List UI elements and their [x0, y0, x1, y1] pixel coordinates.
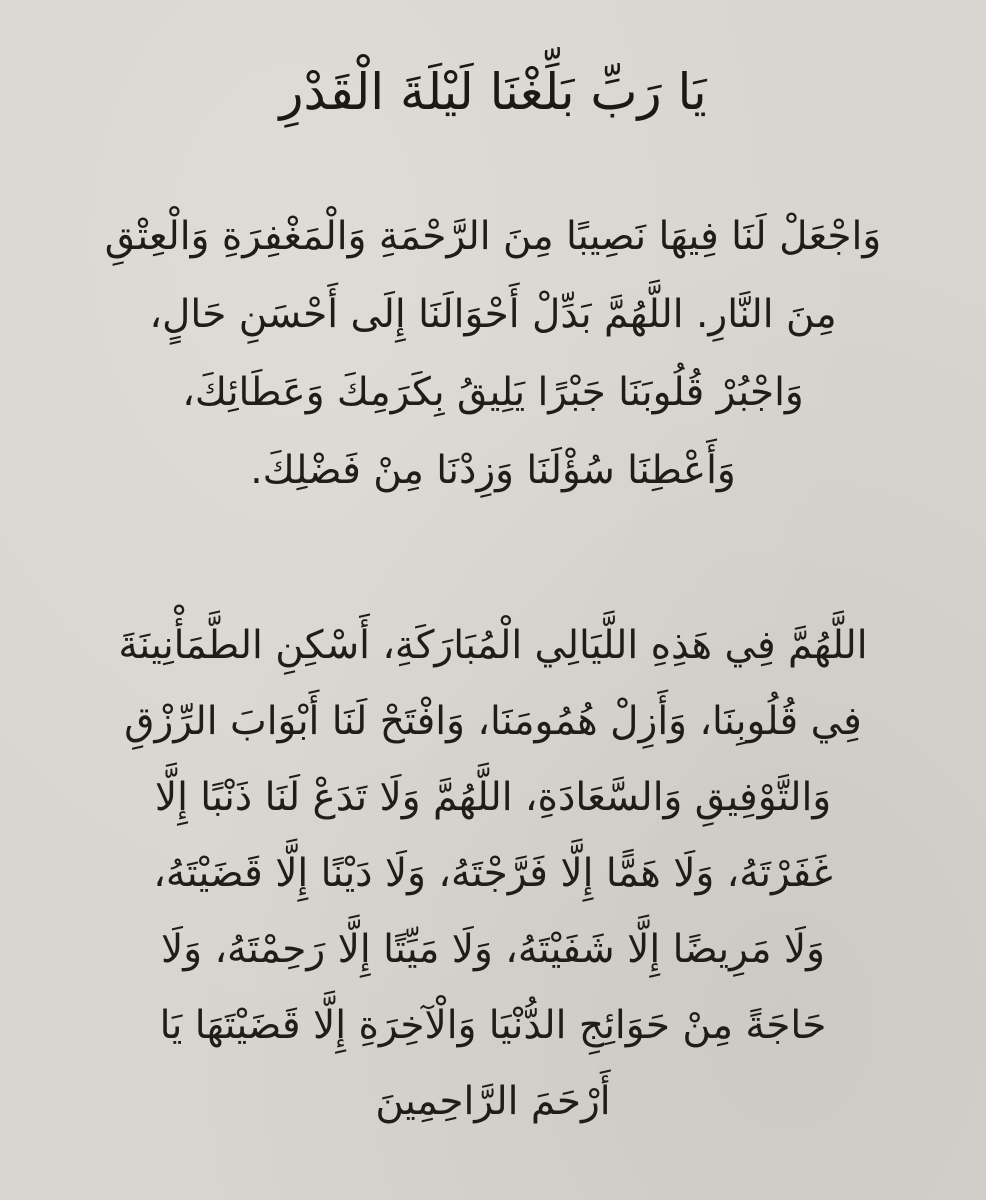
- prayer-paragraph-1: [56, 198, 930, 510]
- page-title: يَا رَبِّ بَلِّغْنَا لَيْلَةَ الْقَدْرِ: [279, 63, 707, 121]
- text-line: وَالتَّوْفِيقِ وَالسَّعَادَةِ، اللَّهُمَّ وَلَا تَدَعْ لَنَا ذَنْبًا إِلَّا: [154, 775, 832, 820]
- text-line: غَفَرْتَهُ، وَلَا هَمًّا إِلَّا فَرَّجْتَهُ، وَلَا دَيْنًا إِلَّا قَضَيْتَهُ،: [153, 851, 833, 896]
- text-line: وَاجْبُرْ قُلُوبَنَا جَبْرًا يَلِيقُ بِكَرَمِكَ وَعَطَائِكَ،: [182, 370, 804, 415]
- text-line: فِي قُلُوبِنَا، وَأَزِلْ هُمُومَنَا، وَافْتَحْ لَنَا أَبْوَابَ الرِّزْقِ: [124, 699, 862, 744]
- text-line: وَلَا مَرِيضًا إِلَّا شَفَيْتَهُ، وَلَا مَيِّتًا إِلَّا رَحِمْتَهُ، وَلَا: [160, 927, 826, 972]
- text-line: أَرْحَمَ الرَّاحِمِينَ: [375, 1079, 611, 1124]
- text-line: وَأَعْطِنَا سُؤْلَنَا وَزِدْنَا مِنْ فَضْلِكَ.: [250, 448, 736, 493]
- prayer-paragraph-2: [56, 608, 930, 1140]
- text-line: وَاجْعَلْ لَنَا فِيهَا نَصِيبًا مِنَ الرَّحْمَةِ وَالْمَغْفِرَةِ وَالْعِتْقِ: [104, 214, 882, 259]
- text-line: حَاجَةً مِنْ حَوَائِجِ الدُّنْيَا وَالْآخِرَةِ إِلَّا قَضَيْتَهَا يَا: [159, 1003, 827, 1048]
- text-line: مِنَ النَّارِ. اللَّهُمَّ بَدِّلْ أَحْوَالَنَا إِلَى أَحْسَنِ حَالٍ،: [149, 292, 837, 337]
- text-line: اللَّهُمَّ فِي هَذِهِ اللَّيَالِي الْمُبَارَكَةِ، أَسْكِنِ الطَّمَأْنِينَةَ: [118, 623, 868, 668]
